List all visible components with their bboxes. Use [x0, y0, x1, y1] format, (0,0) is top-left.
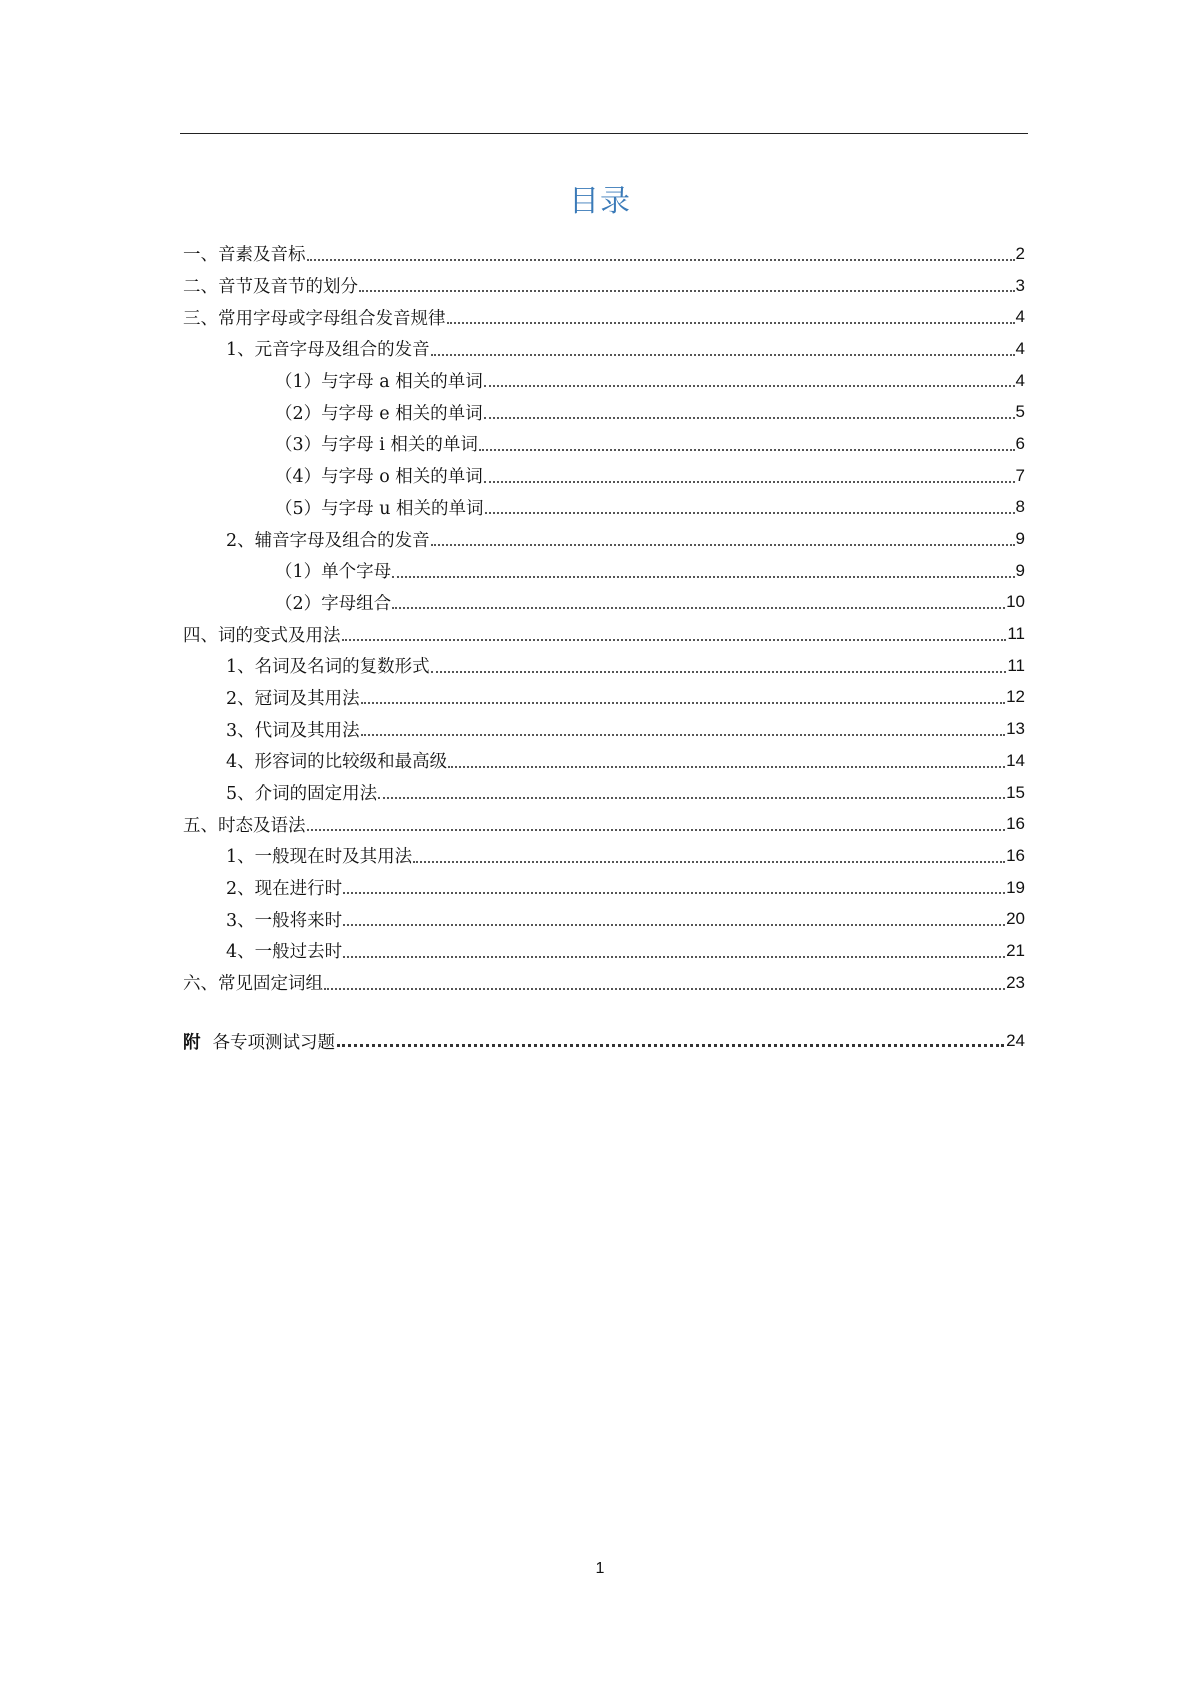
table-of-contents [183, 238, 1025, 999]
toc-entry-page-number: 12 [1006, 687, 1025, 707]
dot-leader [343, 955, 1005, 958]
appendix-page-number: 24 [1006, 1031, 1025, 1050]
toc-entry[interactable] [183, 270, 1025, 302]
page-title: 目录 [569, 184, 631, 219]
toc-entry[interactable] [183, 301, 1025, 333]
toc-entry[interactable] [183, 777, 1025, 809]
toc-entry-title: 2、现在进行时 [226, 879, 343, 900]
toc-entry[interactable] [183, 587, 1025, 619]
toc-entry-title: （5）与字母 u 相关的单词 [275, 498, 484, 519]
dot-leader [431, 670, 1007, 673]
toc-entry[interactable] [183, 492, 1025, 524]
dot-leader [307, 828, 1006, 831]
toc-entry[interactable] [183, 618, 1025, 650]
toc-entry-page-number: 10 [1006, 592, 1025, 612]
toc-entry[interactable] [183, 935, 1025, 967]
toc-entry[interactable] [183, 808, 1025, 840]
toc-entry-title: 1、一般现在时及其用法 [226, 847, 413, 868]
dot-leader [447, 321, 1015, 324]
dot-leader [431, 353, 1015, 356]
dot-leader [337, 1043, 1004, 1047]
toc-entry-title: 五、时态及语法 [183, 815, 306, 836]
toc-entry[interactable] [183, 872, 1025, 904]
toc-entry-title: 一、音素及音标 [183, 245, 306, 266]
toc-entry[interactable] [183, 903, 1025, 935]
appendix-mark: 附 [183, 1032, 201, 1053]
toc-entry-title: 3、一般将来时 [226, 910, 343, 931]
appendix-title: 各专项测试习题 [212, 1032, 335, 1053]
toc-entry-title: （3）与字母 i 相关的单词 [275, 435, 478, 456]
dot-leader [392, 575, 1014, 578]
dot-leader [307, 258, 1015, 261]
toc-entry-title: 1、名词及名词的复数形式 [226, 657, 430, 678]
toc-entry[interactable] [183, 555, 1025, 587]
toc-entry[interactable] [183, 460, 1025, 492]
toc-entry[interactable] [183, 428, 1025, 460]
dot-leader [484, 416, 1015, 419]
toc-entry-page-number: 7 [1015, 465, 1025, 485]
toc-entry-title: 2、冠词及其用法 [226, 688, 360, 709]
toc-entry-title: 4、形容词的比较级和最高级 [226, 752, 448, 773]
dot-leader [448, 765, 1005, 768]
dot-leader [479, 448, 1015, 451]
toc-entry[interactable] [183, 967, 1025, 999]
toc-entry-page-number: 5 [1015, 402, 1025, 422]
dot-leader [392, 606, 1005, 609]
toc-entry[interactable] [183, 523, 1025, 555]
toc-entry-title: 5、介词的固定用法 [226, 784, 378, 805]
toc-entry-page-number: 21 [1006, 940, 1025, 960]
toc-entry-title: 六、常见固定词组 [183, 974, 323, 995]
toc-entry-title: 1、元音字母及组合的发音 [226, 340, 430, 361]
dot-leader [413, 860, 1005, 863]
dot-leader [343, 923, 1005, 926]
toc-entry[interactable] [183, 333, 1025, 365]
toc-entry-page-number: 8 [1015, 497, 1025, 517]
toc-entry-page-number: 16 [1006, 845, 1025, 865]
toc-entry-title: 4、一般过去时 [226, 942, 343, 963]
toc-entry-page-number: 15 [1006, 782, 1025, 802]
toc-entry-page-number: 23 [1006, 972, 1025, 992]
dot-leader [361, 733, 1005, 736]
toc-entry[interactable] [183, 840, 1025, 872]
toc-entry-page-number: 2 [1015, 243, 1025, 263]
toc-entry-page-number: 14 [1006, 750, 1025, 770]
toc-entry[interactable] [183, 713, 1025, 745]
header-rule [180, 133, 1028, 134]
toc-entry-page-number: 11 [1007, 655, 1025, 675]
dot-leader [378, 796, 1005, 799]
toc-entry[interactable] [183, 396, 1025, 428]
toc-entry-title: 四、词的变式及用法 [183, 625, 341, 646]
toc-entry-title: （1）单个字母 [275, 562, 392, 583]
dot-leader [485, 511, 1015, 514]
toc-entry-title: 三、常用字母或字母组合发音规律 [183, 308, 446, 329]
toc-entry-title: （2）字母组合 [275, 593, 392, 614]
dot-leader [359, 289, 1015, 292]
dot-leader [342, 638, 1007, 641]
toc-entry-page-number: 16 [1006, 814, 1025, 834]
toc-appendix-entry[interactable] [183, 1024, 1025, 1058]
dot-leader [484, 480, 1015, 483]
toc-entry-page-number: 9 [1015, 529, 1025, 549]
toc-entry-title: （4）与字母 o 相关的单词 [275, 467, 483, 488]
toc-entry-page-number: 11 [1007, 624, 1025, 644]
toc-entry-title: 二、音节及音节的划分 [183, 277, 358, 298]
toc-entry[interactable] [183, 682, 1025, 714]
toc-entry-page-number: 4 [1015, 370, 1025, 390]
dot-leader [484, 384, 1015, 387]
toc-entry-title: 3、代词及其用法 [226, 720, 360, 741]
toc-entry-title: （2）与字母 e 相关的单词 [275, 403, 483, 424]
dot-leader [343, 891, 1005, 894]
toc-entry-page-number: 19 [1006, 877, 1025, 897]
toc-entry-page-number: 9 [1015, 560, 1025, 580]
dot-leader [431, 543, 1015, 546]
toc-entry-page-number: 13 [1006, 719, 1025, 739]
toc-entry-page-number: 4 [1015, 338, 1025, 358]
toc-entry[interactable] [183, 365, 1025, 397]
toc-entry-page-number: 20 [1006, 909, 1025, 929]
toc-entry[interactable] [183, 650, 1025, 682]
dot-leader [324, 987, 1005, 990]
toc-entry[interactable] [183, 745, 1025, 777]
dot-leader [361, 701, 1005, 704]
page-number: 1 [595, 1560, 605, 1577]
toc-entry-page-number: 6 [1015, 433, 1025, 453]
toc-entry-title: （1）与字母 a 相关的单词 [275, 372, 483, 393]
toc-entry-title: 2、辅音字母及组合的发音 [226, 530, 430, 551]
toc-entry-page-number: 3 [1015, 275, 1025, 295]
toc-entry[interactable] [183, 238, 1025, 270]
toc-entry-page-number: 4 [1015, 307, 1025, 327]
